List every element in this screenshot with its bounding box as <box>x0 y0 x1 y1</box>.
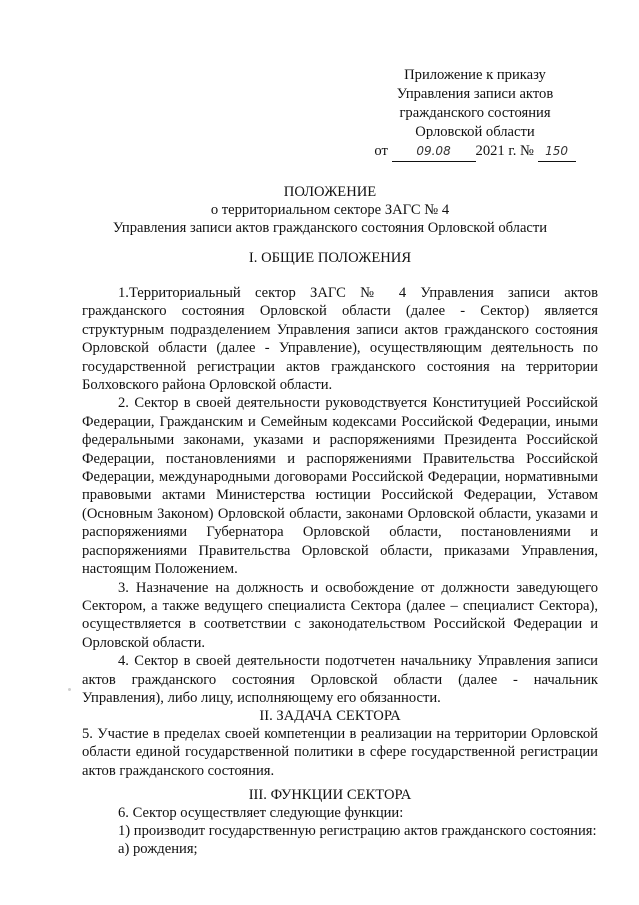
document-subtitle-1: о территориальном секторе ЗАГС № 4 <box>210 202 450 218</box>
section-1-body <box>82 284 598 707</box>
paragraph-6-item-1: 1) производит государственную регистрацию актов гражданского состояния: <box>118 823 597 839</box>
paragraph-1: 1.Территориальный сектор ЗАГС № 4 Управления записи актов гражданского состояния Орловской области (далее - Сектор) является структурным подразделением Управления записи актов гражданского состояния Орловской области (далее - Управление), осуществляющим деятельность по государственной регистрации актов гражданского состояния на территории Болховского района Орловской области. <box>82 285 598 394</box>
section-1-heading: I. ОБЩИЕ ПОЛОЖЕНИЯ <box>248 250 412 266</box>
paragraph-3: 3. Назначение на должность и освобождение от должности заведующего Сектором, а также ведущего специалиста Сектора (далее – специалист Сектора), осуществляется в соответствии с законодательством Российской Федерации и Орловской области. <box>82 579 598 651</box>
handwritten-date: 09.08 <box>392 142 476 162</box>
document-title: ПОЛОЖЕНИЕ <box>283 184 377 200</box>
appendix-line-1: Приложение к приказу <box>404 67 546 83</box>
scan-speck <box>68 688 71 691</box>
appendix-block <box>360 66 590 161</box>
document-subtitle-2: Управления записи актов гражданского состояния Орловской области <box>112 220 548 236</box>
year-number-label: 2021 г. № <box>475 143 534 159</box>
paragraph-2: 2. Сектор в своей деятельности руководствуется Конституцией Российской Федерации, Гражданским и Семейным кодексами Российской Федерации, иными федеральными законами, указами и распоряжениями Президента Российской Федерации, постановлениями и распоряжениями Правительства Российской Федерации, международными договорами Российской Федерации, нормативными правовыми актами Министерства юстиции Российской Федерации, Уставом (Основным Законом) Орловской области, законами Орловской области, указами и распоряжениями Губернатора Орловской области, постановлениями и распоряжениями Правительства Орловской области, приказами Управления, настоящим Положением. <box>82 395 598 578</box>
paragraph-6-item-1a: а) рождения; <box>118 841 198 857</box>
section-3-heading: III. ФУНКЦИИ СЕКТОРА <box>248 787 412 803</box>
order-date-line <box>360 142 590 161</box>
paragraph-6: 6. Сектор осуществляет следующие функции: <box>118 805 404 821</box>
section-2-body <box>82 725 598 780</box>
paragraph-5: 5. Участие в пределах своей компетенции в реализации на территории Орловской области единой государственной политики в сфере государственной регистрации актов гражданского состояния. <box>82 726 598 779</box>
appendix-line-2: Управления записи актов <box>396 86 554 102</box>
paragraph-4: 4. Сектор в своей деятельности подотчетен начальнику Управления записи актов гражданского состояния Орловской области (далее - начальник Управления), либо лицу, исполняющему его обязанности. <box>82 653 598 706</box>
section-2-heading: II. ЗАДАЧА СЕКТОРА <box>259 708 401 724</box>
appendix-line-3: гражданского состояния <box>399 105 551 121</box>
handwritten-number: 150 <box>538 142 576 162</box>
appendix-line-4: Орловской области <box>415 124 535 140</box>
from-label: от <box>374 143 388 159</box>
